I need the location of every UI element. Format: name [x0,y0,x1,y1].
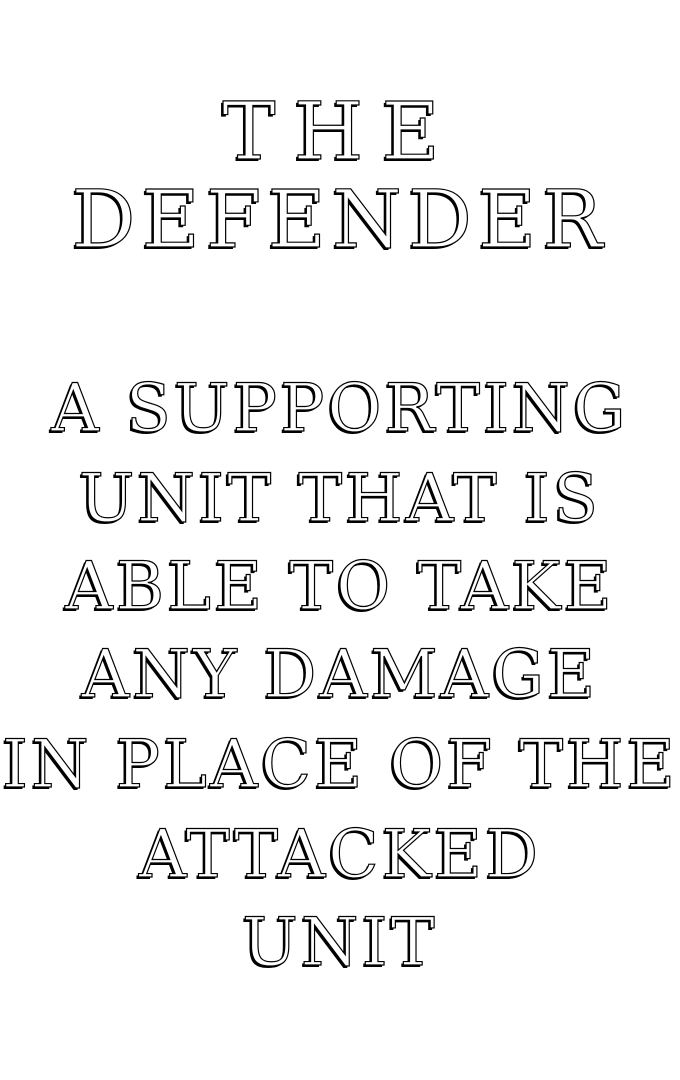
description-line-1: A SUPPORTING [51,370,629,447]
description-line-3: ABLE TO TAKE [65,548,615,625]
title-line-2: DEFENDER [71,173,609,266]
description-line-6: ATTACKED [138,816,542,893]
description-line-7: UNIT [242,904,438,981]
description-line-4: ANY DAMAGE [81,636,599,713]
description-line-5: IN PLACE OF THE [2,726,678,803]
title-line-1: THE [222,85,458,178]
description-line-2: UNIT THAT IS [78,460,602,537]
